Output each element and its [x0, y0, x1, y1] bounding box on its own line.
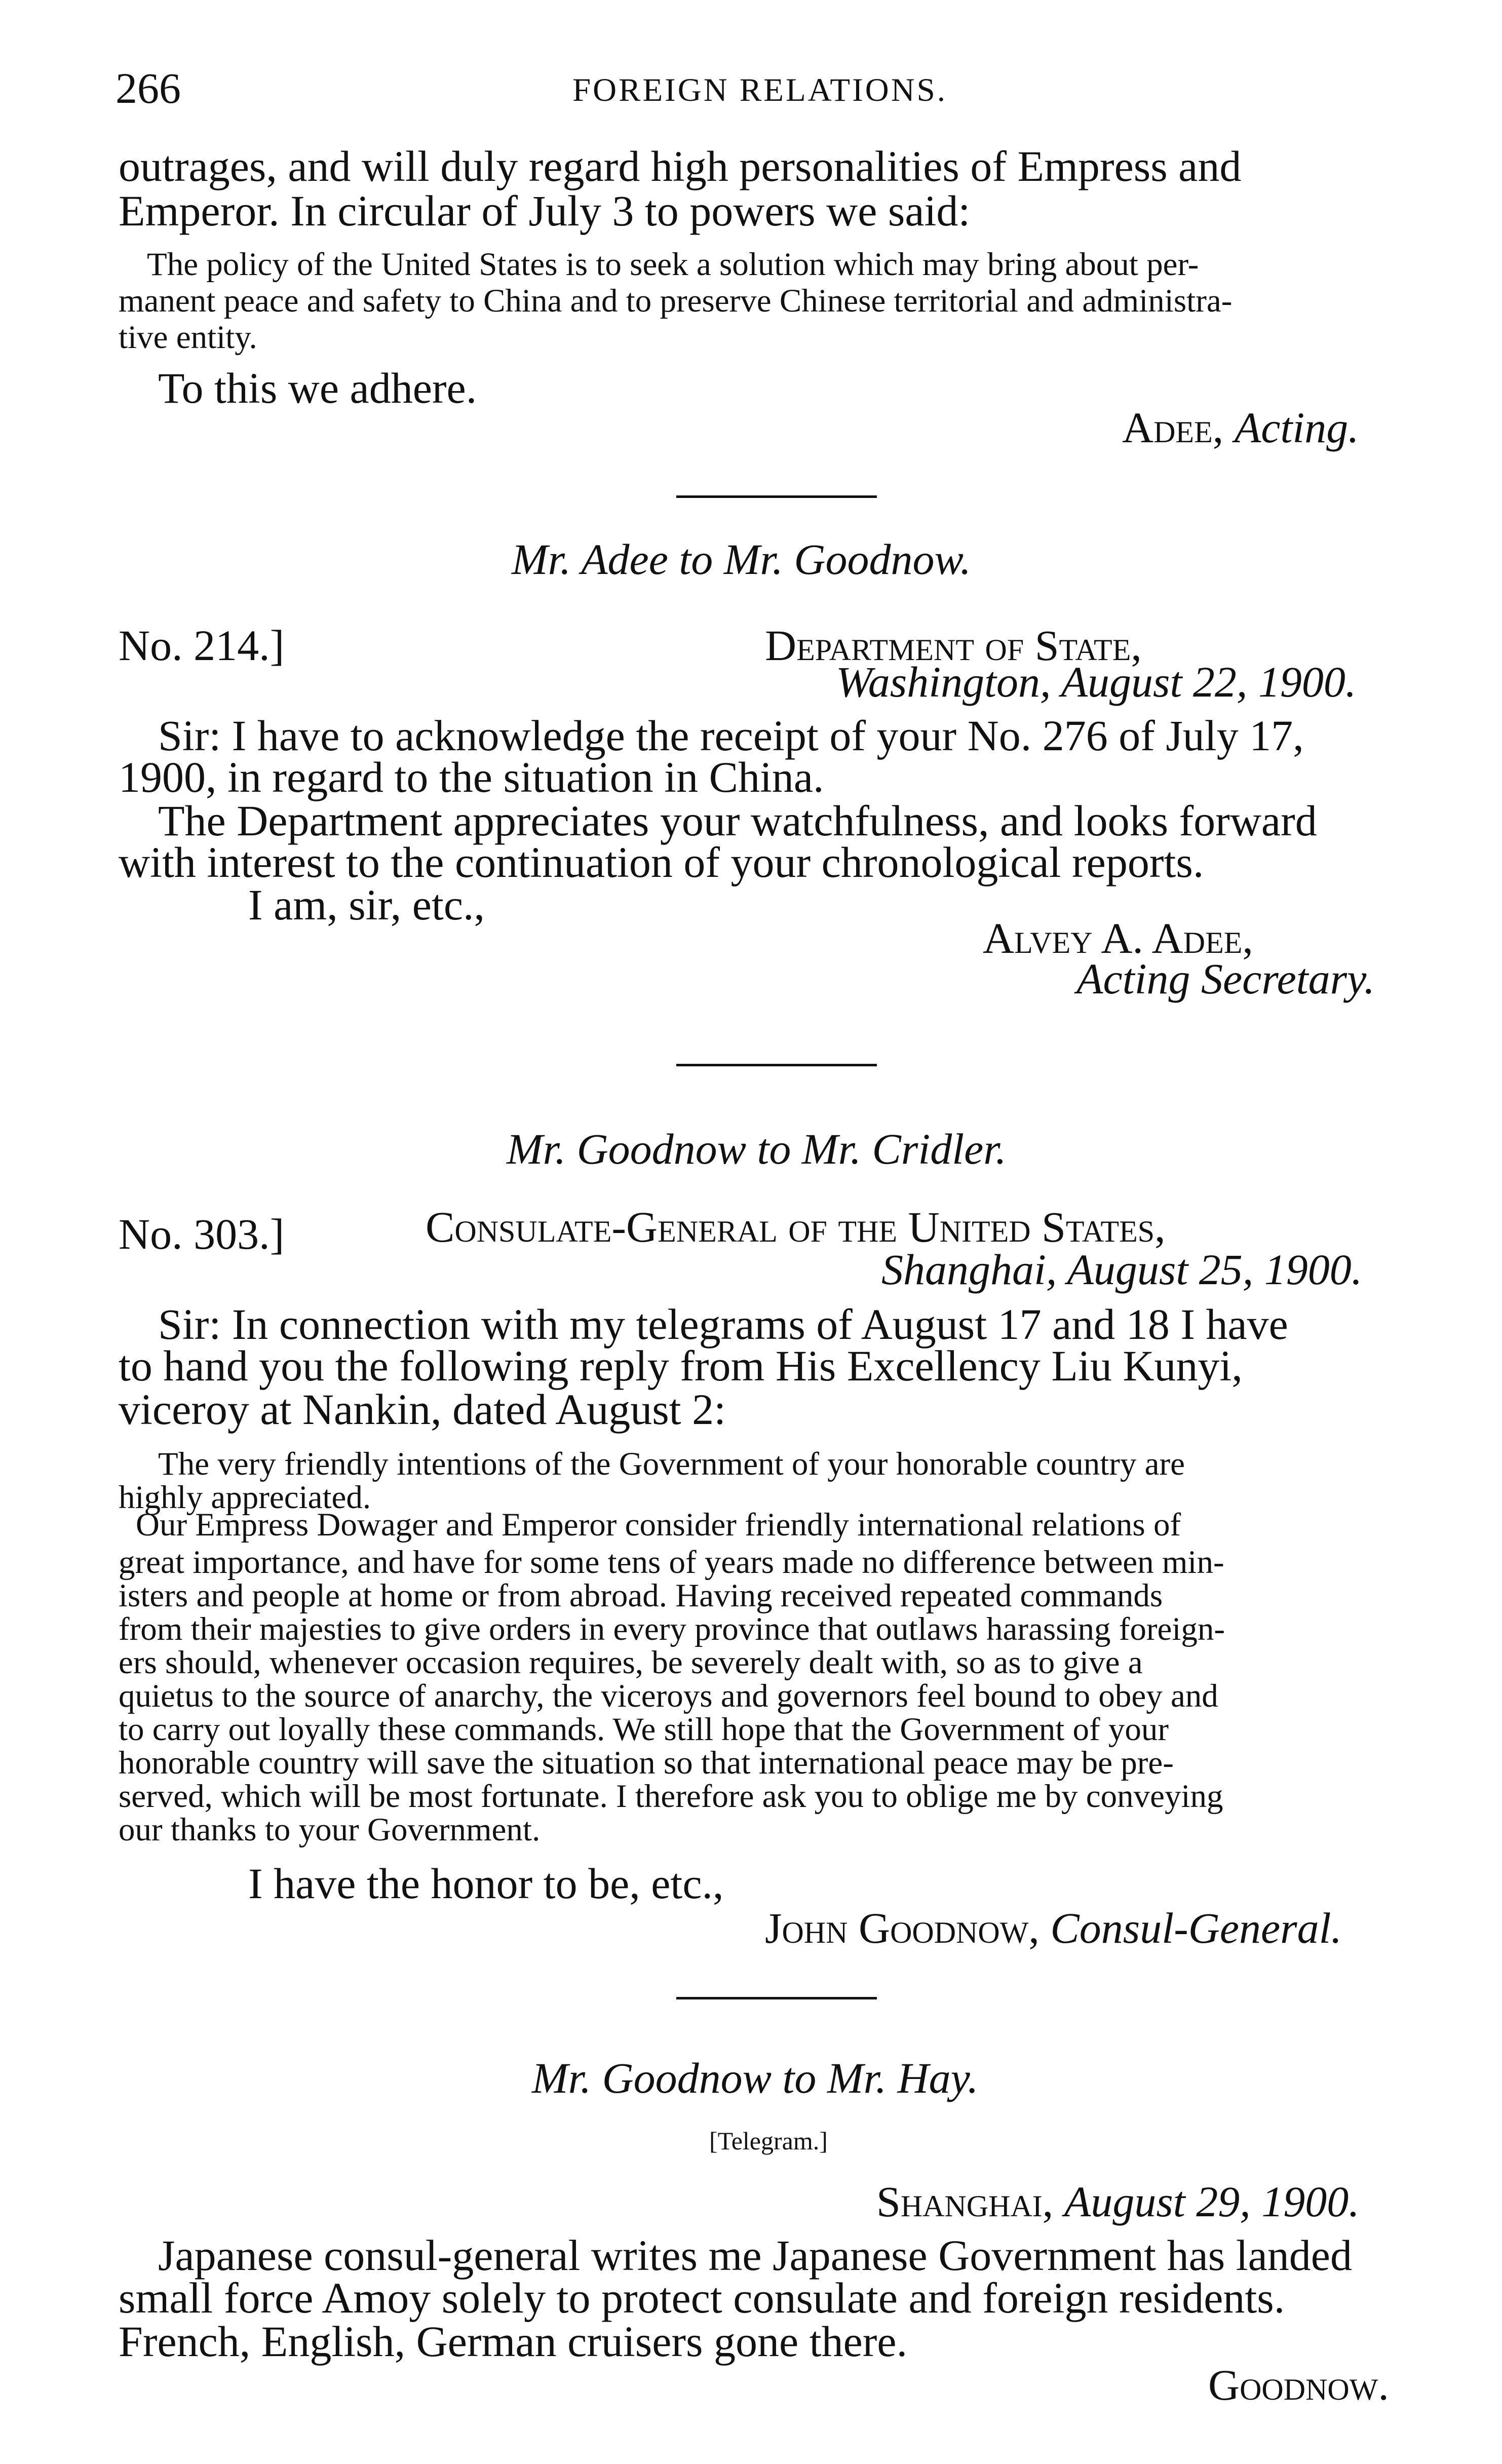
- quote-line: manent peace and safety to China and to preserve Chinese territorial and administra-: [119, 283, 1233, 319]
- body-line: Sir: I have to acknowledge the receipt of your No. 276 of July 17,: [158, 711, 1304, 760]
- running-title: FOREIGN RELATIONS.: [572, 72, 948, 108]
- quote-line: isters and people at home or from abroad. Having received repeated commands: [119, 1577, 1163, 1614]
- page-number: 266: [115, 64, 181, 112]
- signature-title: Acting Secretary.: [1076, 954, 1375, 1003]
- signature-name: John Goodnow,: [765, 1904, 1039, 1952]
- letter-office: Consulate-General of the United States,: [426, 1203, 1166, 1251]
- body-line: to hand you the following reply from His Excellency Liu Kunyi,: [119, 1341, 1243, 1390]
- body-line: Emperor. In circular of July 3 to powers we said:: [119, 186, 971, 235]
- quote-line: from their majesties to give orders in every province that outlaws harassing foreign-: [119, 1611, 1225, 1647]
- quote-line: highly appreciated.: [119, 1479, 371, 1516]
- quote-line: The very friendly intentions of the Government of your honorable country are: [158, 1446, 1185, 1482]
- quote-line: served, which will be most fortunate. I therefore ask you to oblige me by conveying: [119, 1778, 1223, 1815]
- quote-line: ers should, whenever occasion requires, be severely dealt with, so as to give a: [119, 1644, 1143, 1681]
- signature: [765, 1905, 1342, 1951]
- letter-heading: Mr. Adee to Mr. Goodnow.: [512, 535, 971, 584]
- section-divider: [676, 1064, 877, 1066]
- body-line: I am, sir, etc.,: [248, 880, 485, 929]
- signature-name: Goodnow.: [1208, 2361, 1389, 2409]
- letter-place-date: Shanghai, August 25, 1900.: [881, 1245, 1363, 1294]
- telegram-date: August 29, 1900.: [1064, 2177, 1360, 2226]
- telegram-label: [Telegram.]: [709, 2127, 828, 2155]
- signature-title: Acting.: [1234, 403, 1359, 452]
- quote-line: quietus to the source of anarchy, the viceroys and governors feel bound to obey and: [119, 1678, 1218, 1714]
- signature-name: Adee,: [1122, 403, 1224, 452]
- section-divider: [676, 1997, 877, 1999]
- body-line: with interest to the continuation of your chronological reports.: [119, 838, 1204, 887]
- body-line: small force Amoy solely to protect consulate and foreign residents.: [119, 2274, 1285, 2322]
- quote-line: The policy of the United States is to seek a solution which may bring about per-: [147, 246, 1199, 283]
- quote-line: honorable country will save the situation so that international peace may be pre-: [119, 1745, 1174, 1781]
- telegram-place: Shanghai,: [876, 2177, 1054, 2226]
- body-line: outrages, and will duly regard high personalities of Empress and: [119, 142, 1242, 190]
- body-line: French, English, German cruisers gone there.: [119, 2317, 908, 2366]
- closing-line: I have the honor to be, etc.,: [248, 1859, 724, 1908]
- signature-title: Consul-General.: [1050, 1904, 1342, 1952]
- quote-line: Our Empress Dowager and Emperor consider friendly international relations of: [136, 1507, 1181, 1543]
- quote-line: great importance, and have for some tens of years made no difference between min-: [119, 1544, 1224, 1581]
- body-line: viceroy at Nankin, dated August 2:: [119, 1385, 726, 1434]
- body-line: The Department appreciates your watchfulness, and looks forward: [158, 796, 1317, 845]
- letter-heading: Mr. Goodnow to Mr. Cridler.: [507, 1125, 1007, 1173]
- quote-line: to carry out loyally these commands. We still hope that the Government of your: [119, 1711, 1169, 1748]
- telegram-place-date: [876, 2178, 1360, 2225]
- quote-line: tive entity.: [119, 319, 257, 356]
- letter-department: Department of State,: [765, 621, 1142, 670]
- section-divider: [676, 495, 877, 498]
- letter-heading: Mr. Goodnow to Mr. Hay.: [532, 2054, 979, 2102]
- body-line: Japanese consul-general writes me Japanese Government has landed: [158, 2231, 1352, 2280]
- letter-number: No. 214.]: [119, 621, 285, 670]
- closing-line: To this we adhere.: [158, 364, 477, 412]
- body-line: 1900, in regard to the situation in China.: [119, 753, 824, 801]
- signature-name: Alvey A. Adee,: [983, 914, 1253, 962]
- letter-place-date: Washington, August 22, 1900.: [836, 658, 1357, 706]
- letter-number: No. 303.]: [119, 1210, 285, 1258]
- body-line: Sir: In connection with my telegrams of August 17 and 18 I have: [158, 1300, 1288, 1349]
- quote-line: our thanks to your Government.: [119, 1812, 541, 1848]
- signature: [1122, 404, 1359, 451]
